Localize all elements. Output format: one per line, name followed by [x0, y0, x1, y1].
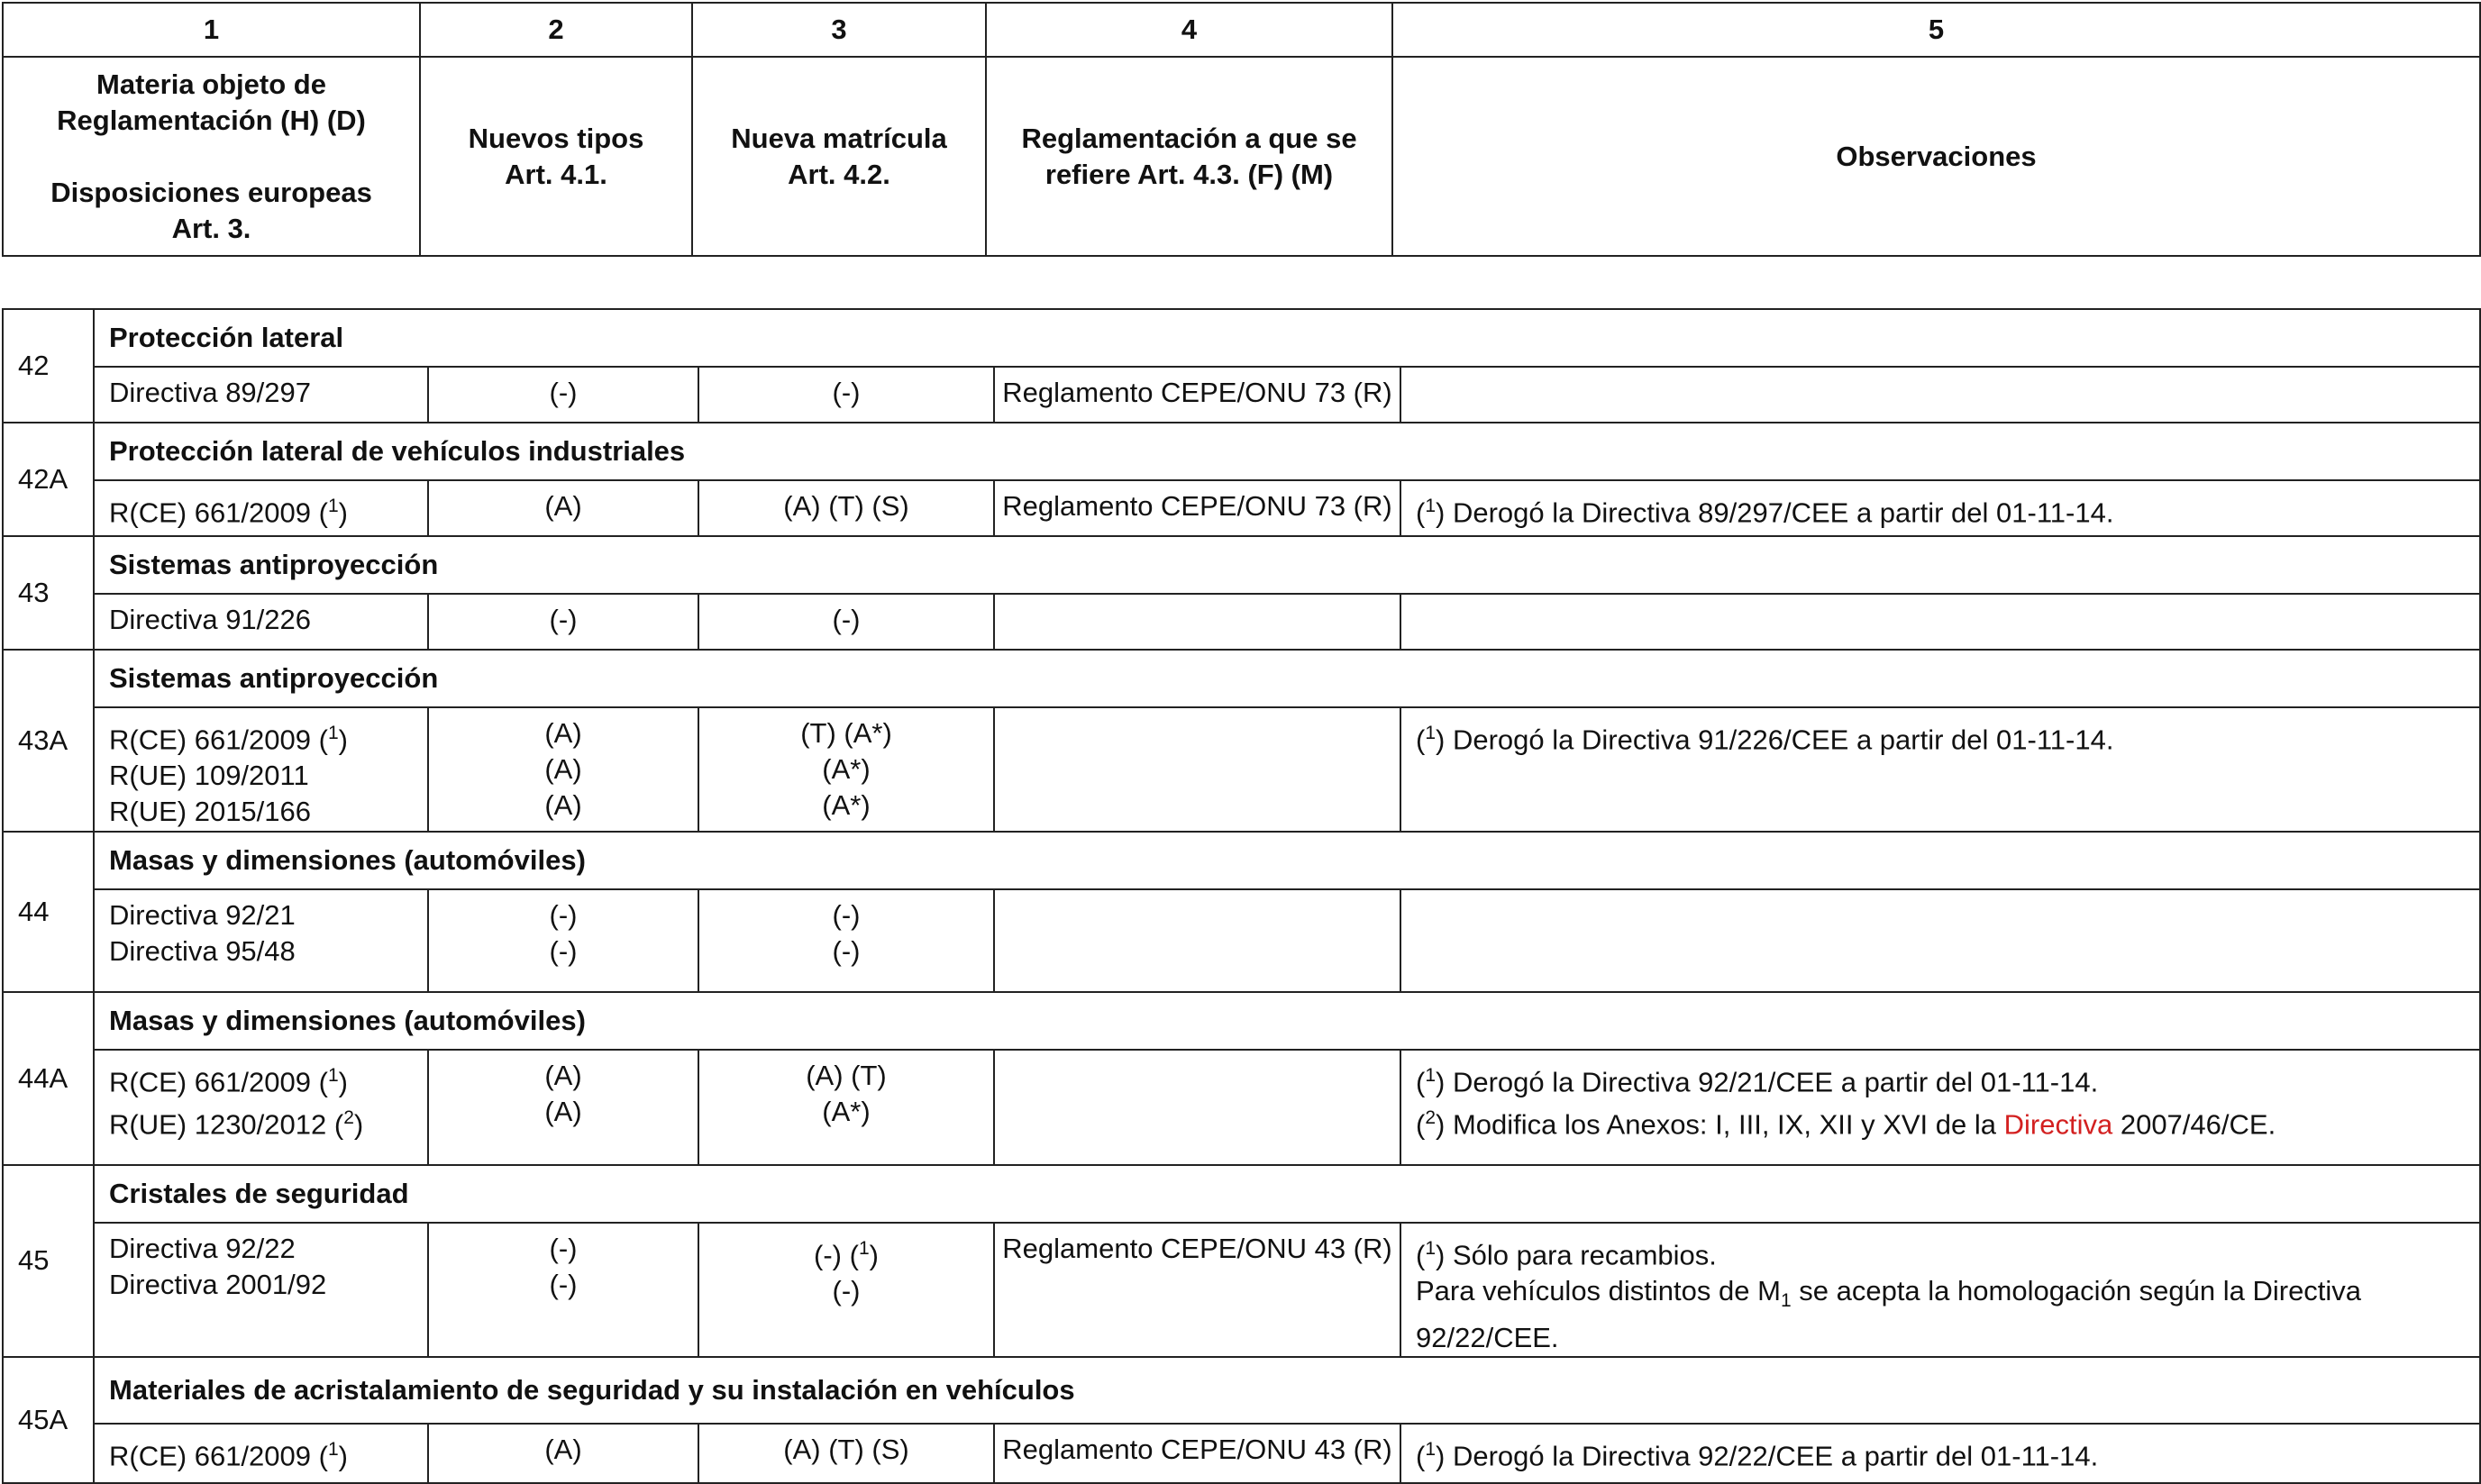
nueva-matricula-cell-line: (-): [832, 377, 861, 408]
entry-title: Sistemas antiproyección: [94, 536, 2480, 594]
disposiciones-cell: [94, 707, 428, 832]
col-number: 3: [692, 3, 986, 57]
entry-title: Materiales de acristalamiento de seguridad y su instalación en vehículos: [94, 1357, 2480, 1424]
disposiciones-cell: [94, 1223, 428, 1357]
nuevos-tipos-cell-line: (-): [549, 1233, 578, 1264]
nueva-matricula-cell: [698, 1424, 994, 1483]
entry-title-row: [3, 536, 2480, 594]
observaciones-cell-line: ($^1$) Derogó la Directiva 89/297/CEE a partir del 01-11-14.: [1416, 496, 2114, 529]
nueva-matricula-cell: [698, 707, 994, 832]
nueva-matricula-cell-line: (A) (T) (S): [783, 490, 909, 522]
disposiciones-cell-line: R(CE) 661/2009 ($^1$): [109, 723, 348, 756]
disposiciones-cell: [94, 367, 428, 423]
column-title-row: [3, 57, 2480, 256]
regulation-table: [2, 308, 2481, 1484]
nuevos-tipos-cell: [428, 889, 698, 992]
column-number-row: [3, 3, 2480, 57]
observaciones-cell: [1400, 594, 2480, 650]
nuevos-tipos-cell-line: (A): [544, 753, 582, 785]
disposiciones-cell-line: R(CE) 661/2009 ($^1$): [109, 496, 348, 529]
observaciones-cell: [1400, 707, 2480, 832]
nueva-matricula-cell: [698, 889, 994, 992]
col-number: 5: [1392, 3, 2480, 57]
nueva-matricula-cell-line: (-) ($^1$): [814, 1238, 879, 1271]
observaciones-cell: [1400, 1424, 2480, 1483]
nueva-matricula-cell-line: (-): [832, 899, 861, 931]
entry-title: Masas y dimensiones (automóviles): [94, 832, 2480, 889]
disposiciones-cell-line: Directiva 92/21: [109, 899, 296, 931]
entry-title-row: [3, 1357, 2480, 1424]
nuevos-tipos-cell-line: (A): [544, 1433, 582, 1465]
reglamentacion-cell: Reglamento CEPE/ONU 43 (R): [994, 1424, 1400, 1483]
col-number: 1: [3, 3, 420, 57]
entry-detail-row: [3, 1223, 2480, 1357]
nuevos-tipos-cell: [428, 1050, 698, 1165]
entry-detail-row: [3, 1424, 2480, 1483]
observaciones-cell: [1400, 1050, 2480, 1165]
entry-id: 43: [3, 536, 94, 650]
entry-detail-row: [3, 707, 2480, 832]
column-header-table: [2, 2, 2481, 257]
nueva-matricula-cell-line: (A*): [822, 789, 871, 821]
nueva-matricula-cell-line: (A*): [822, 753, 871, 785]
nuevos-tipos-cell-line: (-): [549, 899, 578, 931]
nuevos-tipos-cell: [428, 1424, 698, 1483]
col-title-materia: Materia objeto de Reglamentación (H) (D) Disposiciones europeas Art. 3.: [3, 57, 420, 256]
col-title-nueva-matricula: Nueva matrícula Art. 4.2.: [692, 57, 986, 256]
observaciones-cell: [1400, 367, 2480, 423]
nuevos-tipos-cell-line: (-): [549, 935, 578, 967]
nuevos-tipos-cell: [428, 480, 698, 536]
nueva-matricula-cell-line: (-): [832, 935, 861, 967]
nueva-matricula-cell-line: (-): [832, 604, 861, 635]
disposiciones-cell-line: R(UE) 2015/166: [109, 796, 312, 828]
reglamentacion-cell: [994, 594, 1400, 650]
nueva-matricula-cell-line: (T) (A*): [800, 717, 892, 749]
entry-detail-row: [3, 367, 2480, 423]
entry-title: Sistemas antiproyección: [94, 650, 2480, 707]
nuevos-tipos-cell: [428, 367, 698, 423]
observaciones-cell-line: Para vehículos distintos de $M_1$ se acepta la homologación según la Directiva 92/22/CEE.: [1416, 1275, 2362, 1353]
entry-title-row: [3, 423, 2480, 480]
disposiciones-cell-line: Directiva 95/48: [109, 935, 296, 967]
disposiciones-cell-line: Directiva 89/297: [109, 377, 312, 408]
observaciones-cell-line: ($^1$) Sólo para recambios.: [1416, 1238, 1717, 1271]
entry-title-row: [3, 309, 2480, 367]
nueva-matricula-cell-line: (A) (T) (S): [783, 1433, 909, 1465]
nuevos-tipos-cell: [428, 707, 698, 832]
observaciones-cell: [1400, 1223, 2480, 1357]
disposiciones-cell: [94, 480, 428, 536]
col-number: 4: [986, 3, 1392, 57]
entry-id: 44A: [3, 992, 94, 1165]
reglamentacion-cell: Reglamento CEPE/ONU 73 (R): [994, 367, 1400, 423]
disposiciones-cell-line: R(CE) 661/2009 ($^1$): [109, 1065, 348, 1098]
entry-title-row: [3, 832, 2480, 889]
disposiciones-cell: [94, 594, 428, 650]
entry-detail-row: [3, 1050, 2480, 1165]
disposiciones-cell-line: Directiva 2001/92: [109, 1269, 327, 1300]
nueva-matricula-cell-line: (A) (T): [806, 1060, 887, 1091]
entry-id: 43A: [3, 650, 94, 832]
col-number: 2: [420, 3, 692, 57]
entry-title-row: [3, 650, 2480, 707]
entry-title: Cristales de seguridad: [94, 1165, 2480, 1223]
nuevos-tipos-cell-line: (A): [544, 789, 582, 821]
disposiciones-cell-line: R(UE) 109/2011: [109, 760, 309, 792]
disposiciones-cell: [94, 1424, 428, 1483]
disposiciones-cell-line: R(UE) 1230/2012 ($^2$): [109, 1107, 364, 1141]
entry-id: 42A: [3, 423, 94, 536]
nuevos-tipos-cell-line: (A): [544, 717, 582, 749]
observaciones-cell-line: ($^1$) Derogó la Directiva 92/22/CEE a partir del 01-11-14.: [1416, 1438, 2099, 1471]
nuevos-tipos-cell-line: (-): [549, 1269, 578, 1300]
nuevos-tipos-cell: [428, 594, 698, 650]
disposiciones-cell-line: Directiva 92/22: [109, 1233, 296, 1264]
entry-id: 44: [3, 832, 94, 992]
observaciones-cell-line: ($^2$) Modifica los Anexos: I, III, IX, XII y XVI de la Directiva 2007/46/CE.: [1416, 1107, 2276, 1141]
nuevos-tipos-cell-line: (A): [544, 1096, 582, 1127]
observaciones-cell: [1400, 480, 2480, 536]
nuevos-tipos-cell-line: (-): [549, 377, 578, 408]
reglamentacion-cell: [994, 1050, 1400, 1165]
entry-detail-row: [3, 480, 2480, 536]
col-title-observaciones: Observaciones: [1392, 57, 2480, 256]
entry-detail-row: [3, 889, 2480, 992]
disposiciones-cell: [94, 889, 428, 992]
disposiciones-cell-line: R(CE) 661/2009 ($^1$): [109, 1438, 348, 1471]
nuevos-tipos-cell-line: (-): [549, 604, 578, 635]
nuevos-tipos-cell-line: (A): [544, 490, 582, 522]
reglamentacion-cell: Reglamento CEPE/ONU 73 (R): [994, 480, 1400, 536]
disposiciones-cell: [94, 1050, 428, 1165]
reglamentacion-cell: Reglamento CEPE/ONU 43 (R): [994, 1223, 1400, 1357]
entry-title-row: [3, 992, 2480, 1050]
entry-id: 45: [3, 1165, 94, 1357]
nuevos-tipos-cell: [428, 1223, 698, 1357]
reglamentacion-cell: [994, 707, 1400, 832]
observaciones-cell: [1400, 889, 2480, 992]
nueva-matricula-cell: [698, 594, 994, 650]
nuevos-tipos-cell-line: (A): [544, 1060, 582, 1091]
col-title-nuevos-tipos: Nuevos tipos Art. 4.1.: [420, 57, 692, 256]
disposiciones-cell-line: Directiva 91/226: [109, 604, 312, 635]
entry-detail-row: [3, 594, 2480, 650]
entry-title: Protección lateral de vehículos industriales: [94, 423, 2480, 480]
observaciones-cell-line: ($^1$) Derogó la Directiva 91/226/CEE a partir del 01-11-14.: [1416, 723, 2114, 756]
nueva-matricula-cell: [698, 1223, 994, 1357]
entry-title: Protección lateral: [94, 309, 2480, 367]
nueva-matricula-cell: [698, 367, 994, 423]
nueva-matricula-cell: [698, 480, 994, 536]
nueva-matricula-cell: [698, 1050, 994, 1165]
observaciones-cell-line: ($^1$) Derogó la Directiva 92/21/CEE a partir del 01-11-14.: [1416, 1065, 2099, 1098]
entry-id: 45A: [3, 1357, 94, 1483]
nueva-matricula-cell-line: (-): [832, 1275, 861, 1307]
entry-title: Masas y dimensiones (automóviles): [94, 992, 2480, 1050]
entry-id: 42: [3, 309, 94, 423]
entry-title-row: [3, 1165, 2480, 1223]
reglamentacion-cell: [994, 889, 1400, 992]
nueva-matricula-cell-line: (A*): [822, 1096, 871, 1127]
col-title-reglamentacion: Reglamentación a que se refiere Art. 4.3. (F) (M): [986, 57, 1392, 256]
